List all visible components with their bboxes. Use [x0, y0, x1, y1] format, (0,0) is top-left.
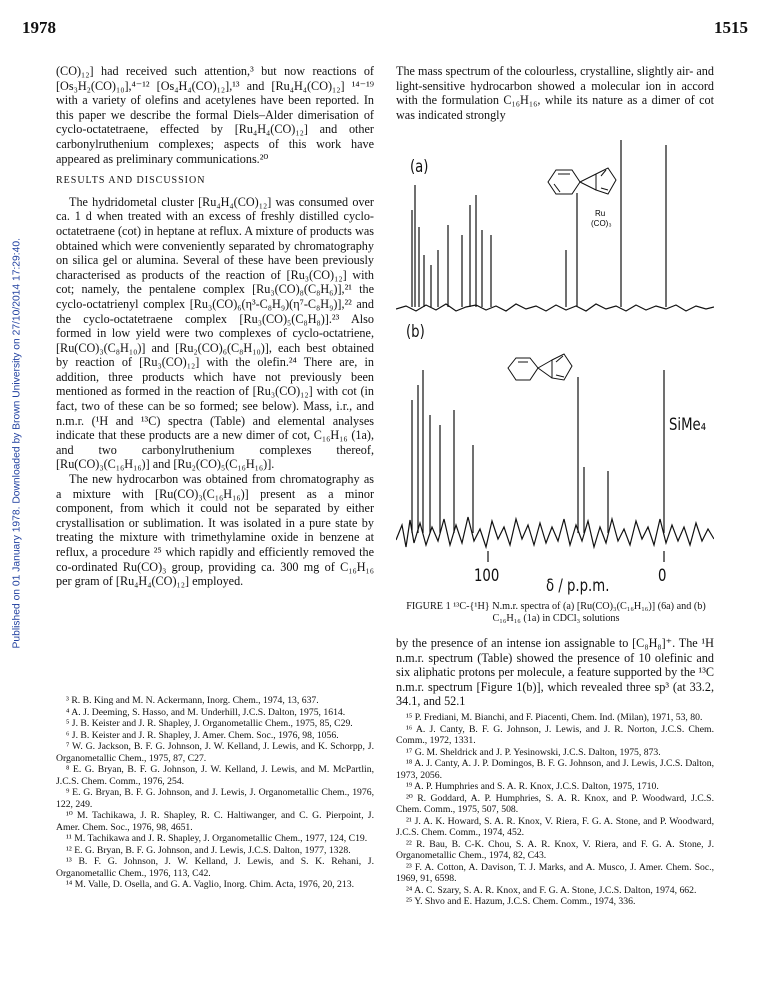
reference-item: ²⁵ Y. Shvo and E. Hazum, J.C.S. Chem. Comm., 1974, 336.: [406, 896, 636, 907]
reference-item: ¹⁹ A. P. Humphries and S. A. R. Knox, J.C.S. Dalton, 1975, 1710.: [406, 781, 659, 792]
label-b: (b): [406, 322, 425, 342]
reference-item: ²² R. Bau, B. C-K. Chou, S. A. R. Knox, V. Riera, and F. G. A. Stone, J. Organometallic Chem., 1974, 82, C43.: [396, 838, 714, 861]
figure-caption: FIGURE 1 ¹³C-{¹H} N.m.r. spectra of (a) [Ru(CO)₃(C₁₆H₁₆)] (6a) and (b) C₁₆H₁₆ (1a) in CDCl₃ solutions: [406, 601, 706, 624]
reference-item: ²¹ J. A. K. Howard, S. A. R. Knox, V. Riera, F. G. A. Stone, and P. Woodward, J.C.S. Chem. Comm., 1974, 452.: [396, 815, 714, 838]
left-paragraph-1: (CO)₁₂] had received such attention,³ but now reactions of [Os₃H₂(CO)₁₀],⁴⁻¹² [Os₄H₄(CO)₁₂],¹³ and [Ru₄H₄(CO)₁₂] ¹⁴⁻¹⁹ with a variety of olefins and acetylenes have been reported. In this paper we describe the formal Diels–Alder dimerisation of cyclo-octatetraene, effected by [Ru₄H₄(CO)₁₂] and other carbonylruthenium complexes; aspects of this work have appeared as preliminary communications.²⁰: [56, 64, 374, 166]
reference-item: ¹⁷ G. M. Sheldrick and J. P. Yesinowski, J.C.S. Dalton, 1975, 873.: [406, 746, 661, 758]
publication-sidebar[interactable]: Published on 01 January 1978. Downloaded by Brown University on 27/10/2014 17:29:40.: [11, 238, 23, 649]
ru-label: Ru: [595, 209, 606, 218]
left-column: [56, 64, 374, 589]
section-heading: RESULTS AND DISCUSSION: [56, 175, 206, 187]
nmr-figure: [396, 115, 714, 620]
reference-item: ¹¹ M. Tachikawa and J. R. Shapley, J. Organometallic Chem., 1977, 124, C19.: [66, 833, 368, 844]
reference-item: ¹⁵ P. Frediani, M. Bianchi, and F. Piacenti, Chem. Ind. (Milan), 1971, 53, 80.: [406, 712, 703, 723]
spectrum-b-baseline: [396, 517, 714, 547]
reference-item: ¹⁴ M. Valle, D. Osella, and G. A. Vaglio, Inorg. Chim. Acta, 1976, 20, 213.: [66, 879, 355, 890]
reference-item: ²³ F. A. Cotton, A. Davison, T. J. Marks, and A. Musco, J. Amer. Chem. Soc., 1969, 91, 6598.: [396, 861, 714, 884]
reference-item: ³ R. B. King and M. N. Ackermann, Inorg. Chem., 1974, 13, 637.: [66, 695, 319, 706]
reference-item: ⁴ A. J. Deeming, S. Hasso, and M. Underhill, J.C.S. Dalton, 1975, 1614.: [66, 706, 346, 718]
tick-label-0: 0: [658, 566, 667, 586]
reference-item: ²⁰ R. Goddard, A. P. Humphries, S. A. R. Knox, and P. Woodward, J.C.S. Chem. Comm., 1975, 507, 508.: [396, 792, 714, 815]
right-paragraph-2: by the presence of an intense ion assignable to [C₈H₈]⁺. The ¹H n.m.r. spectrum (Table) showed the presence of 10 olefinic and six aliphatic protons per molecule, a feature supported by the ¹³C n.m.r. spectrum [Figure 1(b)], which revealed three sp³ (at 33.2, 34.1, and 52.1: [396, 636, 714, 709]
nmr-spectra: [396, 115, 714, 620]
spectrum-a: [396, 140, 714, 311]
reference-item: ⁶ J. B. Keister and J. R. Shapley, J. Amer. Chem. Soc., 1976, 98, 1056.: [66, 729, 339, 741]
reference-item: ¹³ B. F. G. Johnson, J. W. Kelland, J. Lewis, and S. K. Rehani, J. Organometallic Chem., 1976, 113, C42.: [56, 856, 374, 879]
sime4-label: SiMe₄: [669, 415, 707, 435]
reference-item: ¹⁸ A. J. Canty, A. J. P. Domingos, B. F. G. Johnson, and J. Lewis, J.C.S. Dalton, 1973, 2056.: [396, 758, 714, 781]
tick-label-100: 100: [474, 566, 500, 586]
right-paragraph-1: The mass spectrum of the colourless, crystalline, slightly air- and light-sensitive hydrocarbon showed a molecular ion in accord with the formulation C₁₆H₁₆, while its nature as a dimer of cot was indicated strongly: [396, 64, 714, 122]
left-references: [56, 695, 374, 891]
left-paragraph-2: The hydridometal cluster [Ru₄H₄(CO)₁₂] was consumed over ca. 1 d when treated with an excess of freshly distilled cyclo-octatetraene (cot) in heptane at reflux. A mixture of products was obtained which were conveniently separated by chromatography on silica gel or alumina. Several of these have been previously characterised as products of the reaction of [Ru₃(CO)₁₂] with cot; namely, the pentalene complex [Ru₃(CO)₈(C₈H₆)],²¹ the cyclo-octatrienyl complex [Ru₃(CO)₆(η³-C₈H₉)(η⁷-C₈H₉)],²² and the cyclo-octatetraene complex [Ru₃(CO)₅(C₈H₈)].²³ Also formed in low yield were two complexes of cyclo-octatriene, [Ru(CO)₃(C₈H₁₀)] and [Ru₂(CO)₆(C₈H₁₀)], each best obtained by reaction of [Ru₃(CO)₁₂] with the olefin.²⁴ There are, in addition, three products which have not previously been mentioned as formed in the reaction of [Ru₃(CO)₁₂] with cot (in fact, two of these can be so formed; see below). Mass, i.r., and n.m.r. (¹H and ¹³C) spectra (Table) and elemental analyses indicate that these products are a new dimer of cot, C₁₆H₁₆ (1a), and two carbonylruthenium complexes thereof, [Ru(CO)₃(C₁₆H₁₆)] and [Ru₂(CO)₅(C₁₆H₁₆)].: [56, 194, 374, 472]
reference-item: ⁹ E. G. Bryan, B. F. G. Johnson, and J. Lewis, J. Organometallic Chem., 1976, 122, 249.: [56, 787, 374, 810]
page-number: 1515: [714, 18, 748, 37]
reference-item: ⁷ W. G. Jackson, B. F. G. Johnson, J. W. Kelland, J. Lewis, and K. Schorpp, J. Organometallic Chem., 1975, 87, C27.: [56, 741, 374, 764]
reference-item: ¹² E. G. Bryan, B. F. G. Johnson, and J. Lewis, J.C.S. Dalton, 1977, 1328.: [66, 844, 351, 856]
left-paragraph-3: The new hydrocarbon was obtained from chromatography as a mixture with [Ru(CO)₃(C₁₆H₁₆)] present as a minor component, from which it could not be separated by either crystallisation or sublimation. It was isolated in a pure state by treating the mixture with trimethylamine oxide in benzene at reflux, a procedure ²⁵ which rapidly and efficiently removed the co-ordinated Ru(CO)₃ group, providing ca. 300 mg of C₁₆H₁₆ per gram of [Ru₄H₄(CO)₁₂] employed.: [56, 472, 374, 589]
spectrum-b: [396, 370, 714, 547]
co3-label: (CO)₃: [591, 219, 612, 228]
label-a: (a): [410, 157, 429, 177]
right-references: [396, 712, 714, 908]
molecule-a: [548, 168, 616, 194]
reference-item: ²⁴ A. C. Szary, S. A. R. Knox, and F. G. A. Stone, J.C.S. Dalton, 1974, 662.: [406, 884, 697, 896]
axis-label: δ / p.p.m.: [546, 576, 610, 596]
reference-item: ¹⁶ A. J. Canty, B. F. G. Johnson, J. Lewis, and J. R. Norton, J.C.S. Chem. Comm., 1972, 1331.: [396, 723, 714, 746]
reference-item: ⁵ J. B. Keister and J. R. Shapley, J. Organometallic Chem., 1975, 85, C29.: [66, 718, 353, 729]
reference-item: ⁸ E. G. Bryan, B. F. G. Johnson, J. W. Kelland, J. Lewis, and M. McPartlin, J.C.S. Chem. Comm., 1976, 254.: [56, 764, 374, 787]
molecule-b: [508, 354, 572, 380]
page-year: 1978: [22, 18, 56, 37]
reference-item: ¹⁰ M. Tachikawa, J. R. Shapley, R. C. Haltiwanger, and C. G. Pierpoint, J. Amer. Chem. Soc., 1976, 98, 4651.: [56, 810, 374, 833]
